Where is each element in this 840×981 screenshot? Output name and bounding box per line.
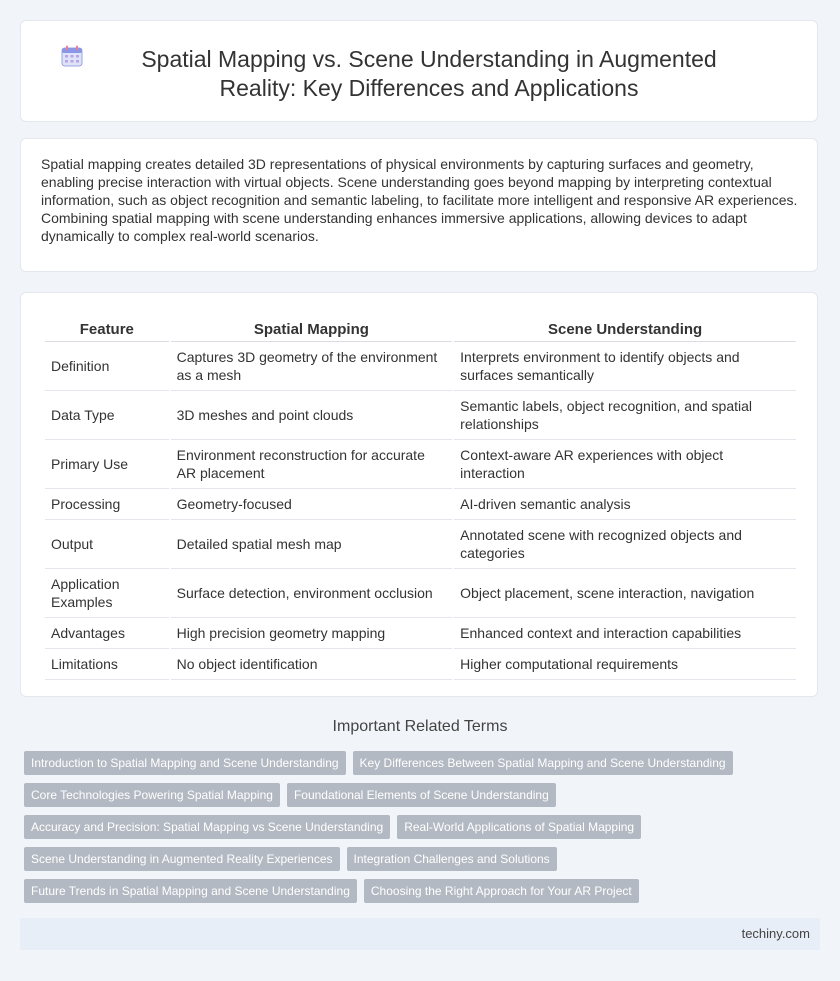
row-scene-understanding: Context-aware AR experiences with object interaction [454,440,796,489]
related-tag[interactable]: Real-World Applications of Spatial Mapping [397,815,641,839]
related-tags-row [24,815,648,839]
row-spatial-mapping: Captures 3D geometry of the environment as a mesh [171,342,453,391]
row-spatial-mapping: Environment reconstruction for accurate AR placement [171,440,453,489]
title-card [20,20,818,122]
page-title: Spatial Mapping vs. Scene Understanding in Augmented Reality: Key Differences and Applications [141,46,717,101]
row-scene-understanding: Higher computational requirements [454,649,796,680]
row-feature: Data Type [45,391,169,440]
row-spatial-mapping: Detailed spatial mesh map [171,520,453,569]
row-spatial-mapping: No object identification [171,649,453,680]
row-scene-understanding: Semantic labels, object recognition, and spatial relationships [454,391,796,440]
row-scene-understanding: Enhanced context and interaction capabilities [454,618,796,649]
row-spatial-mapping: Surface detection, environment occlusion [171,569,453,618]
comparison-table [43,315,798,680]
related-tag[interactable]: Foundational Elements of Scene Understanding [287,783,556,807]
table-row [45,520,796,569]
row-scene-understanding: Object placement, scene interaction, navigation [454,569,796,618]
related-tag[interactable]: Scene Understanding in Augmented Reality Experiences [24,847,340,871]
intro-card [20,138,818,272]
header-scene-understanding: Scene Understanding [454,315,796,342]
table-row [45,342,796,391]
related-terms-heading: Important Related Terms [332,718,508,735]
table-header-row [45,315,796,342]
related-tag[interactable]: Future Trends in Spatial Mapping and Scene Understanding [24,879,357,903]
table-row [45,440,796,489]
row-feature: Application Examples [45,569,169,618]
related-tag[interactable]: Key Differences Between Spatial Mapping and Scene Understanding [353,751,733,775]
related-tag[interactable]: Introduction to Spatial Mapping and Scene Understanding [24,751,346,775]
row-feature: Advantages [45,618,169,649]
footer-site-link[interactable]: techiny.com [741,926,810,941]
table-row [45,618,796,649]
header-spatial-mapping: Spatial Mapping [171,315,453,342]
row-feature: Limitations [45,649,169,680]
related-tag[interactable]: Integration Challenges and Solutions [347,847,557,871]
table-row [45,489,796,520]
related-tag[interactable]: Accuracy and Precision: Spatial Mapping vs Scene Understanding [24,815,390,839]
row-spatial-mapping: High precision geometry mapping [171,618,453,649]
row-scene-understanding: Interprets environment to identify objects and surfaces semantically [454,342,796,391]
row-feature: Primary Use [45,440,169,489]
row-spatial-mapping: 3D meshes and point clouds [171,391,453,440]
row-spatial-mapping: Geometry-focused [171,489,453,520]
related-tags-row [24,783,563,807]
table-row [45,569,796,618]
row-feature: Definition [45,342,169,391]
row-scene-understanding: Annotated scene with recognized objects and categories [454,520,796,569]
related-tags-row [24,879,646,903]
related-tag[interactable]: Choosing the Right Approach for Your AR Project [364,879,639,903]
row-feature: Processing [45,489,169,520]
table-row [45,391,796,440]
intro-paragraph: Spatial mapping creates detailed 3D representations of physical environments by capturing surfaces and geometry, enabling precise interaction with virtual objects. Scene understanding goes beyond mapping by interpreting contextual information, such as object recognition and semantic labeling, to facilitate more intelligent and responsive AR experiences. Combining spatial mapping with scene understanding enhances immersive applications, allowing devices to adapt dynamically to complex real-world scenarios. [41,156,798,244]
table-row [45,649,796,680]
header-feature: Feature [45,315,169,342]
footer [20,918,820,950]
related-tags-row [24,847,564,871]
row-feature: Output [45,520,169,569]
related-tag[interactable]: Core Technologies Powering Spatial Mapping [24,783,280,807]
comparison-table-card [20,292,818,697]
row-scene-understanding: AI-driven semantic analysis [454,489,796,520]
related-tags-row [24,751,740,775]
